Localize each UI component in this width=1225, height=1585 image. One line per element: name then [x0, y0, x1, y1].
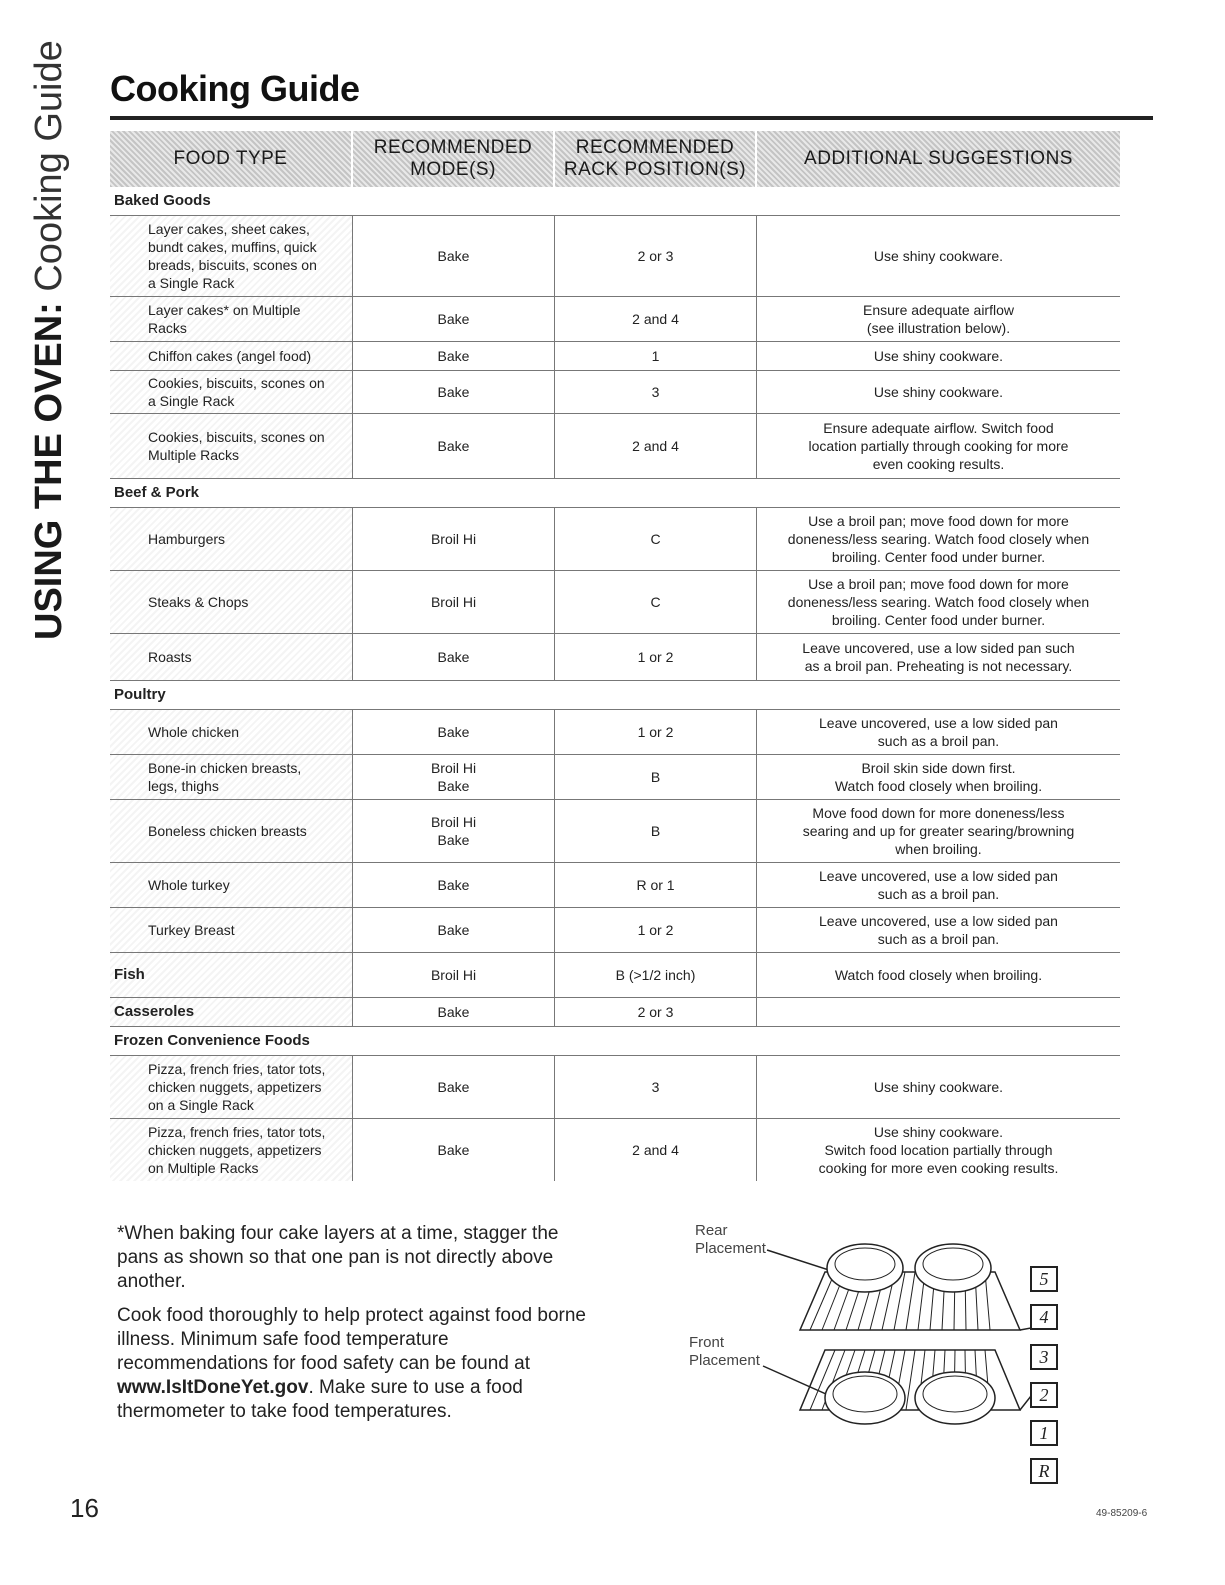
rack-position-cell: 1 or 2	[555, 710, 757, 754]
table-row	[110, 908, 1120, 953]
mode-cell: Bake	[353, 1119, 555, 1181]
rack-position-cell: B (>1/2 inch)	[555, 953, 757, 997]
footnote-food-safety	[117, 1304, 597, 1424]
table-row	[110, 800, 1120, 863]
suggestion-cell: Use shiny cookware.	[873, 348, 1004, 364]
table-row	[110, 863, 1120, 908]
table-row	[110, 414, 1120, 479]
table-header	[110, 131, 1120, 187]
food-type-cell: Fish	[110, 953, 353, 997]
title-rule	[110, 116, 1153, 120]
header-modes: RECOMMENDED MODE(S)	[353, 131, 555, 187]
document-code: 49-85209-6	[1096, 1508, 1148, 1519]
footnote-safety-text: Cook food thoroughly to help protect against food borne illness. Minimum safe food temperature recommendations for food safety can be found at	[117, 1305, 586, 1374]
category-row: Beef & Pork	[110, 479, 1120, 508]
rack-position-cell: 3	[555, 1056, 757, 1118]
header-food-type: FOOD TYPE	[110, 131, 353, 187]
category-row: Baked Goods	[110, 187, 1120, 216]
mode-cell: Bake	[353, 710, 555, 754]
table-row	[110, 710, 1120, 755]
suggestion-cell: Use shiny cookware. Switch food location partially through cooking for more even cooking results.	[818, 1124, 1059, 1176]
suggestion-cell: Use a broil pan; move food down for more doneness/less searing. Watch food closely when broiling. Center food under burner.	[787, 513, 1090, 565]
header-suggestions: ADDITIONAL SUGGESTIONS	[804, 148, 1073, 169]
rack-position-1: 1	[1030, 1420, 1058, 1446]
table-row	[110, 571, 1120, 634]
table-row	[110, 998, 1120, 1027]
food-type-cell: Hamburgers	[110, 508, 353, 570]
mode-cell: Broil Hi	[353, 953, 555, 997]
food-type-cell: Pizza, french fries, tator tots, chicken nuggets, appetizers on a Single Rack	[110, 1056, 353, 1118]
suggestion-cell: Use a broil pan; move food down for more doneness/less searing. Watch food closely when broiling. Center food under burner.	[787, 576, 1090, 628]
food-type-cell: Cookies, biscuits, scones on a Single Rack	[110, 371, 353, 413]
food-type-cell: Roasts	[110, 634, 353, 680]
mode-cell: Bake	[353, 297, 555, 341]
table-row	[110, 508, 1120, 571]
rack-position-2: 2	[1030, 1382, 1058, 1408]
mode-cell: Bake	[353, 371, 555, 413]
rack-position-cell: R or 1	[555, 863, 757, 907]
food-type-cell: Turkey Breast	[110, 908, 353, 952]
food-type-cell: Pizza, french fries, tator tots, chicken nuggets, appetizers on Multiple Racks	[110, 1119, 353, 1181]
food-type-cell: Boneless chicken breasts	[110, 800, 353, 862]
food-type-cell: Whole turkey	[110, 863, 353, 907]
page-title: Cooking Guide	[110, 68, 360, 109]
food-type-cell: Casseroles	[110, 998, 353, 1026]
mode-cell: Bake	[353, 998, 555, 1026]
food-type-cell: Layer cakes, sheet cakes, bundt cakes, muffins, quick breads, biscuits, scones on a Single Rack	[110, 216, 353, 296]
table-row	[110, 371, 1120, 414]
food-safety-link[interactable]: www.IsItDoneYet.gov	[117, 1377, 309, 1398]
rack-position-cell: 1 or 2	[555, 634, 757, 680]
suggestion-cell: Use shiny cookware.	[873, 248, 1004, 264]
page-number: 16	[70, 1493, 99, 1523]
mode-cell: Bake	[353, 414, 555, 478]
rack-position-cell: 2 or 3	[555, 998, 757, 1026]
header-rack-positions: RECOMMENDED RACK POSITION(S)	[555, 131, 757, 187]
footnote	[117, 1222, 597, 1434]
suggestion-cell: Leave uncovered, use a low sided pan such as a broil pan.	[819, 715, 1058, 749]
food-type-cell: Whole chicken	[110, 710, 353, 754]
suggestion-cell: Leave uncovered, use a low sided pan such as a broil pan. Preheating is not necessary.	[802, 640, 1075, 674]
suggestion-cell	[757, 998, 1120, 1026]
rack-position-cell: 2 or 3	[555, 216, 757, 296]
oven-rack-drawing	[685, 1220, 1065, 1490]
table-row	[110, 634, 1120, 681]
rack-position-cell: B	[555, 755, 757, 799]
rack-position-cell: 1	[555, 342, 757, 370]
rack-position-cell: C	[555, 508, 757, 570]
table-row	[110, 755, 1120, 800]
suggestion-cell: Watch food closely when broiling.	[834, 967, 1043, 983]
mode-cell: Broil Hi	[353, 508, 555, 570]
mode-cell: Bake	[353, 908, 555, 952]
rack-position-cell: 2 and 4	[555, 297, 757, 341]
footnote-stagger: *When baking four cake layers at a time, stagger the pans as shown so that one pan is not directly above another.	[117, 1223, 559, 1292]
rack-position-cell: C	[555, 571, 757, 633]
rack-position-r: R	[1030, 1458, 1058, 1484]
rack-placement-illustration	[685, 1220, 1065, 1490]
rack-position-cell: 3	[555, 371, 757, 413]
mode-cell: Bake	[353, 216, 555, 296]
mode-cell: Broil Hi	[353, 571, 555, 633]
table-row	[110, 953, 1120, 998]
side-section-tab	[14, 40, 84, 640]
suggestion-cell: Move food down for more doneness/less searing and up for greater searing/browning when broiling.	[802, 805, 1075, 857]
food-type-cell: Layer cakes* on Multiple Racks	[110, 297, 353, 341]
suggestion-cell: Ensure adequate airflow. Switch food location partially through cooking for more even cooking results.	[808, 420, 1069, 472]
rear-placement-label: Rear Placement	[695, 1222, 766, 1257]
rack-position-3: 3	[1030, 1344, 1058, 1370]
table-row	[110, 297, 1120, 342]
rack-position-4: 4	[1030, 1304, 1058, 1330]
table-row	[110, 342, 1120, 371]
rack-position-5: 5	[1030, 1266, 1058, 1292]
suggestion-cell: Use shiny cookware.	[873, 384, 1004, 400]
mode-cell: Bake	[353, 342, 555, 370]
suggestion-cell: Broil skin side down first. Watch food closely when broiling.	[834, 760, 1043, 794]
rack-position-cell: 2 and 4	[555, 1119, 757, 1181]
rack-position-cell: B	[555, 800, 757, 862]
table-body	[110, 187, 1120, 1181]
table-row	[110, 1056, 1120, 1119]
mode-cell: Bake	[353, 1056, 555, 1118]
mode-cell: Bake	[353, 634, 555, 680]
rack-position-cell: 1 or 2	[555, 908, 757, 952]
front-placement-label: Front Placement	[689, 1334, 760, 1369]
mode-cell: Broil Hi Bake	[353, 800, 555, 862]
category-row: Frozen Convenience Foods	[110, 1027, 1120, 1056]
category-row: Poultry	[110, 681, 1120, 710]
footnote-safety-text-end: . Make sure to use a food thermometer to take food temperatures.	[117, 1377, 523, 1422]
side-tab-light: Cooking Guide	[28, 40, 70, 303]
suggestion-cell: Ensure adequate airflow (see illustration below).	[863, 302, 1014, 336]
suggestion-cell: Use shiny cookware.	[873, 1079, 1004, 1095]
table-row	[110, 216, 1120, 297]
food-type-cell: Bone-in chicken breasts, legs, thighs	[110, 755, 353, 799]
suggestion-cell: Leave uncovered, use a low sided pan such as a broil pan.	[819, 868, 1058, 902]
food-type-cell: Chiffon cakes (angel food)	[110, 342, 353, 370]
food-type-cell: Cookies, biscuits, scones on Multiple Racks	[110, 414, 353, 478]
mode-cell: Bake	[353, 863, 555, 907]
food-type-cell: Steaks & Chops	[110, 571, 353, 633]
mode-cell: Broil Hi Bake	[353, 755, 555, 799]
side-tab-bold: USING THE OVEN:	[28, 302, 70, 640]
table-row	[110, 1119, 1120, 1181]
suggestion-cell: Leave uncovered, use a low sided pan such as a broil pan.	[819, 913, 1058, 947]
rack-position-cell: 2 and 4	[555, 414, 757, 478]
cooking-guide-table	[110, 131, 1120, 1181]
